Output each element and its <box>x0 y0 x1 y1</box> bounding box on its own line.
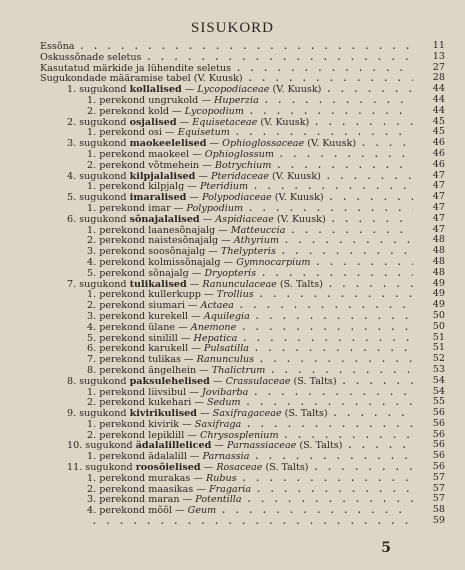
toc-page-number: 44 <box>432 93 445 105</box>
toc-entry <box>0 365 465 376</box>
family-name: sõnajalalised <box>129 213 200 225</box>
dot-leader <box>259 95 413 106</box>
toc-entry <box>0 473 465 484</box>
entry-text: 1. perekond laanesõnajalg — <box>87 224 231 236</box>
toc-entry <box>0 214 465 225</box>
entry-text: (S. Talts) <box>281 408 328 420</box>
toc-entry <box>0 95 465 106</box>
latin-name: Matteuccia <box>230 224 286 236</box>
dot-leader <box>309 117 413 128</box>
latin-name: Trollius <box>216 289 254 301</box>
dot-leader <box>141 52 413 63</box>
latin-name: Ophioglossaceae <box>222 138 305 150</box>
dot-leader <box>231 63 413 74</box>
toc-entry <box>0 160 465 171</box>
toc-entry <box>0 246 465 257</box>
family-name: maokeelelised <box>129 138 207 150</box>
entry-text: 5. perekond sinilill — <box>87 332 194 344</box>
dot-leader <box>254 354 413 365</box>
latin-name: Ranunculaceae <box>202 278 277 290</box>
entry-text: (S. Talts) <box>276 278 323 290</box>
dot-leader <box>241 397 413 408</box>
entry-text: (V. Kuusk) <box>304 138 357 150</box>
toc-page-number: 52 <box>432 353 445 365</box>
toc-page-number: 13 <box>432 50 445 62</box>
entry-text: (S. Talts) <box>290 375 337 387</box>
dot-leader <box>244 106 413 117</box>
toc-entry <box>0 397 465 408</box>
entry-text: — <box>186 192 203 204</box>
toc-page-number: 56 <box>432 417 445 429</box>
dot-leader <box>356 138 413 149</box>
toc-page-number: 47 <box>432 201 445 213</box>
entry-text: 4. perekond ülane — <box>87 321 191 333</box>
entry-text: — <box>211 440 228 452</box>
toc-page-number: 54 <box>432 374 445 386</box>
toc-page-number: 51 <box>432 342 445 354</box>
toc-page-number: 45 <box>432 126 445 138</box>
entry-text: 11. sugukond <box>67 462 136 474</box>
latin-name: Lycopodiaceae <box>197 84 270 96</box>
dot-leader <box>256 268 413 279</box>
family-name: ädalalilleliced <box>135 440 212 452</box>
toc-entry <box>0 376 465 387</box>
toc-entry <box>0 149 465 160</box>
toc-page-number: 56 <box>432 461 445 473</box>
entry-text: 2. perekond siumari — <box>87 300 201 312</box>
dot-leader <box>324 192 413 203</box>
toc-page-number: 45 <box>432 115 445 127</box>
toc-entry <box>0 387 465 398</box>
latin-name: Equisetaceae <box>192 116 258 128</box>
latin-name: Dryopteris <box>204 267 257 279</box>
entry-text: — <box>206 138 223 150</box>
entry-text: 9. sugukond <box>67 408 130 420</box>
dot-leader <box>75 41 413 52</box>
latin-name: Pteridium <box>199 181 249 193</box>
entry-text: 8. sugukond <box>67 375 130 387</box>
latin-name: Athyrium <box>233 235 280 247</box>
entry-text: 1. perekond kullerkupp — <box>87 289 217 301</box>
toc-page-number: 46 <box>432 137 445 149</box>
toc-entry <box>0 333 465 344</box>
family-name: osjalised <box>129 116 177 128</box>
entry-text: 2. perekond maasikas — <box>87 483 209 495</box>
entry-text: 1. perekond liivsibul — <box>87 386 202 398</box>
entry-text: 2. perekond kold — <box>87 105 185 117</box>
dot-leader <box>248 387 413 398</box>
toc-page-number: 44 <box>432 104 445 116</box>
toc-entry <box>0 343 465 354</box>
dot-leader <box>216 505 413 516</box>
dot-leader <box>321 171 413 182</box>
toc-entry <box>0 440 465 451</box>
entry-text: Oskussõnade seletus <box>40 51 142 63</box>
toc-page-number: 28 <box>432 72 445 84</box>
latin-name: Pteridaceae <box>211 170 269 182</box>
entry-text: (V. Kuusk) <box>257 116 310 128</box>
entry-text: 8. perekond ängelhein — <box>87 364 212 376</box>
entry-text: 10. sugukond <box>67 440 136 452</box>
toc-entry <box>0 84 465 95</box>
latin-name: Rubus <box>205 472 237 484</box>
dot-leader <box>271 160 413 171</box>
latin-name: Sedum <box>206 397 241 409</box>
toc-page-number: 47 <box>432 169 445 181</box>
dot-leader <box>249 451 413 462</box>
dot-leader <box>250 311 413 322</box>
entry-text: 3. perekond soosõnajalg — <box>87 246 221 258</box>
toc-page-number: 56 <box>432 428 445 440</box>
entry-text: 2. perekond lepiklill — <box>87 429 200 441</box>
toc-page-number: 55 <box>432 396 445 408</box>
latin-name: Geum <box>187 505 217 517</box>
dot-leader <box>249 343 413 354</box>
entry-text: Sugukondade määramise tabel (V. Kuusk) <box>40 73 243 85</box>
dot-leader <box>337 376 413 387</box>
toc-page-number: 50 <box>432 309 445 321</box>
toc-page-number: 47 <box>432 212 445 224</box>
toc-page-number: 56 <box>432 439 445 451</box>
toc-entry <box>0 127 465 138</box>
dot-leader <box>274 149 413 160</box>
latin-name: Potentilla <box>195 494 242 506</box>
dot-leader <box>321 84 413 95</box>
toc-entry <box>0 279 465 290</box>
entry-text: 2. perekond kukehari — <box>87 397 207 409</box>
toc-entry <box>0 322 465 333</box>
toc-page-number: 56 <box>432 407 445 419</box>
toc-page-number: 57 <box>432 471 445 483</box>
latin-name: Anemone <box>190 321 237 333</box>
toc-entry <box>0 408 465 419</box>
toc-page-number: 44 <box>432 83 445 95</box>
toc-page-number: 56 <box>432 450 445 462</box>
dot-leader <box>311 257 414 268</box>
latin-name: Huperzia <box>214 94 259 106</box>
family-name: kollalised <box>129 84 182 96</box>
entry-text: Essõna <box>40 41 75 52</box>
entry-text: 1. perekond maokeel — <box>87 148 205 160</box>
page-title: SISUKORD <box>190 20 274 36</box>
toc-page-number: 50 <box>432 320 445 332</box>
entry-text: — <box>195 170 211 182</box>
toc-page-number: 49 <box>432 277 445 289</box>
entry-text: (V. Kuusk) <box>273 213 326 225</box>
toc-page-number: 54 <box>432 385 445 397</box>
entry-text: — <box>196 408 213 420</box>
toc-page-number: 47 <box>432 180 445 192</box>
toc-entry <box>0 462 465 473</box>
entry-text: 6. perekond karukell — <box>87 343 204 355</box>
entry-text: 3. perekond maran — <box>87 494 196 506</box>
entry-text: 3. perekond kurekell — <box>87 310 204 322</box>
toc-entry <box>0 289 465 300</box>
entry-text: Kasutatud märkide ja lühendite seletus <box>40 62 232 74</box>
toc-entry <box>0 235 465 246</box>
latin-name: Thelypteris <box>220 246 276 258</box>
toc-entry <box>0 106 465 117</box>
latin-name: Hepatica <box>193 332 238 344</box>
entry-text: 6. sugukond <box>67 213 130 225</box>
entry-text: — <box>209 375 226 387</box>
toc-page-number: 57 <box>432 482 445 494</box>
latin-name: Fragaria <box>208 483 252 495</box>
toc-page-number: 46 <box>432 158 445 170</box>
entry-text: 1. perekond osi — <box>87 127 178 139</box>
toc-page-number: 47 <box>432 191 445 203</box>
toc-entry-leader <box>87 516 413 527</box>
entry-text: 2. sugukond <box>67 116 130 128</box>
toc-entry <box>0 41 465 52</box>
family-name: kivirikulised <box>129 408 197 420</box>
latin-name: Jovibarba <box>201 386 249 398</box>
latin-name: Parnassiaceae <box>227 440 297 452</box>
toc-entry <box>0 451 465 462</box>
latin-name: Saxifraga <box>194 418 242 430</box>
entry-text: — <box>186 278 203 290</box>
toc-entry <box>0 203 465 214</box>
entry-text: 5. perekond sõnajalg — <box>87 267 205 279</box>
dot-leader <box>251 484 413 495</box>
toc-page-number: 57 <box>432 493 445 505</box>
latin-name: Pulsatilla <box>203 343 250 355</box>
table-of-contents <box>0 41 465 527</box>
toc-page-number: 51 <box>432 331 445 343</box>
family-name: paksulehelised <box>129 375 210 387</box>
dot-leader <box>265 365 413 376</box>
entry-text: 1. perekond kivirik — <box>87 418 195 430</box>
toc-entry <box>0 311 465 322</box>
toc-page-number: 59 <box>432 515 445 527</box>
dot-leader <box>276 246 413 257</box>
toc-entry <box>0 171 465 182</box>
latin-name: Lycopodium <box>184 105 244 117</box>
entry-text: 4. perekond mõõl — <box>87 505 188 517</box>
family-name: imaralised <box>129 192 187 204</box>
toc-entry <box>0 300 465 311</box>
entry-text: (V. Kuusk) <box>269 84 322 96</box>
entry-text: — <box>181 84 198 96</box>
entry-text: 2. perekond võtmehein — <box>87 159 215 171</box>
entry-text: (V. Kuusk) <box>268 170 321 182</box>
toc-page-number: 47 <box>432 223 445 235</box>
toc-page-number: 11 <box>432 40 445 51</box>
dot-leader <box>242 494 413 505</box>
toc-entry <box>0 268 465 279</box>
toc-page-number: 53 <box>432 363 445 375</box>
family-name: tulikalised <box>129 278 187 290</box>
toc-page-number: 48 <box>432 245 445 257</box>
latin-name: Saxifragaceae <box>212 408 282 420</box>
dot-leader <box>237 473 413 484</box>
toc-entry <box>0 354 465 365</box>
toc-entry <box>0 181 465 192</box>
toc-page-number: 46 <box>432 147 445 159</box>
toc-entry <box>0 73 465 84</box>
toc-page-number: 48 <box>432 234 445 246</box>
dot-leader <box>243 203 413 214</box>
entry-text: 4. sugukond <box>67 170 130 182</box>
latin-name: Botrychium <box>214 159 272 171</box>
dot-leader <box>248 181 413 192</box>
toc-entry <box>0 419 465 430</box>
dot-leader <box>230 127 413 138</box>
entry-text: — <box>199 213 216 225</box>
entry-text: (S. Talts) <box>296 440 343 452</box>
entry-text: 1. perekond murakas — <box>87 472 206 484</box>
latin-name: Rosaceae <box>216 462 263 474</box>
family-name: roosõielised <box>135 462 201 474</box>
entry-text: 4. perekond kolmissõnajalg — <box>87 256 237 268</box>
toc-page-number: 27 <box>432 61 445 73</box>
latin-name: Polypodiaceae <box>202 192 272 204</box>
toc-page-number: 48 <box>432 255 445 267</box>
dot-leader <box>254 289 413 300</box>
toc-entry <box>0 257 465 268</box>
latin-name: Ophioglossum <box>204 148 274 160</box>
toc-entry <box>0 192 465 203</box>
latin-name: Ranunculus <box>196 354 255 366</box>
dot-leader <box>237 333 413 344</box>
dot-leader <box>342 440 413 451</box>
toc-entry <box>0 494 465 505</box>
entry-text: (V. Kuusk) <box>271 192 324 204</box>
toc-entry <box>0 484 465 495</box>
entry-text: (S. Talts) <box>262 462 309 474</box>
toc-entry <box>0 430 465 441</box>
toc-entry <box>0 117 465 128</box>
latin-name: Aquilegia <box>203 310 250 322</box>
toc-entry <box>0 52 465 63</box>
dot-leader <box>279 430 413 441</box>
dot-leader <box>285 225 413 236</box>
latin-name: Parnassia <box>202 451 250 463</box>
entry-text: 5. sugukond <box>67 192 130 204</box>
dot-leader <box>87 516 413 527</box>
entry-text: 1. perekond ungrukold — <box>87 94 215 106</box>
dot-leader <box>309 462 414 473</box>
latin-name: Gymnocarpium <box>236 256 311 268</box>
dot-leader <box>323 279 413 290</box>
dot-leader <box>243 73 413 84</box>
dot-leader <box>328 408 413 419</box>
entry-text: 3. sugukond <box>67 138 130 150</box>
latin-name: Equisetum <box>177 127 230 139</box>
dot-leader <box>236 322 413 333</box>
entry-text: — <box>200 462 217 474</box>
dot-leader <box>279 235 413 246</box>
dot-leader <box>241 419 413 430</box>
dot-leader <box>234 300 413 311</box>
toc-entry <box>0 516 465 527</box>
entry-text: 1. perekond ädalalill — <box>87 451 203 463</box>
toc-entry <box>0 138 465 149</box>
latin-name: Actaea <box>200 300 234 312</box>
toc-page-number: 49 <box>432 299 445 311</box>
toc-entry <box>0 505 465 516</box>
page-number: 5 <box>381 540 391 556</box>
latin-name: Polypodium <box>186 202 244 214</box>
entry-text: — <box>176 116 193 128</box>
toc-page-number: 58 <box>432 504 445 516</box>
entry-text: 1. perekond kilpjalg — <box>87 181 200 193</box>
toc-page-number: 49 <box>432 288 445 300</box>
entry-text: 1. sugukond <box>67 84 130 96</box>
latin-name: Chrysosplenium <box>199 429 279 441</box>
family-name: kilpjalalised <box>129 170 196 182</box>
entry-text: 7. sugukond <box>67 278 130 290</box>
entry-text: 7. perekond tulikas — <box>87 354 197 366</box>
entry-text: 2. perekond naistesõnajalg — <box>87 235 234 247</box>
latin-name: Thalictrum <box>211 364 266 376</box>
entry-text: 1. perekond imar — <box>87 202 187 214</box>
toc-entry <box>0 63 465 74</box>
latin-name: Aspidiaceae <box>215 213 274 225</box>
toc-entry <box>0 225 465 236</box>
latin-name: Crassulaceae <box>225 375 291 387</box>
toc-page-number: 48 <box>432 266 445 278</box>
dot-leader <box>326 214 413 225</box>
